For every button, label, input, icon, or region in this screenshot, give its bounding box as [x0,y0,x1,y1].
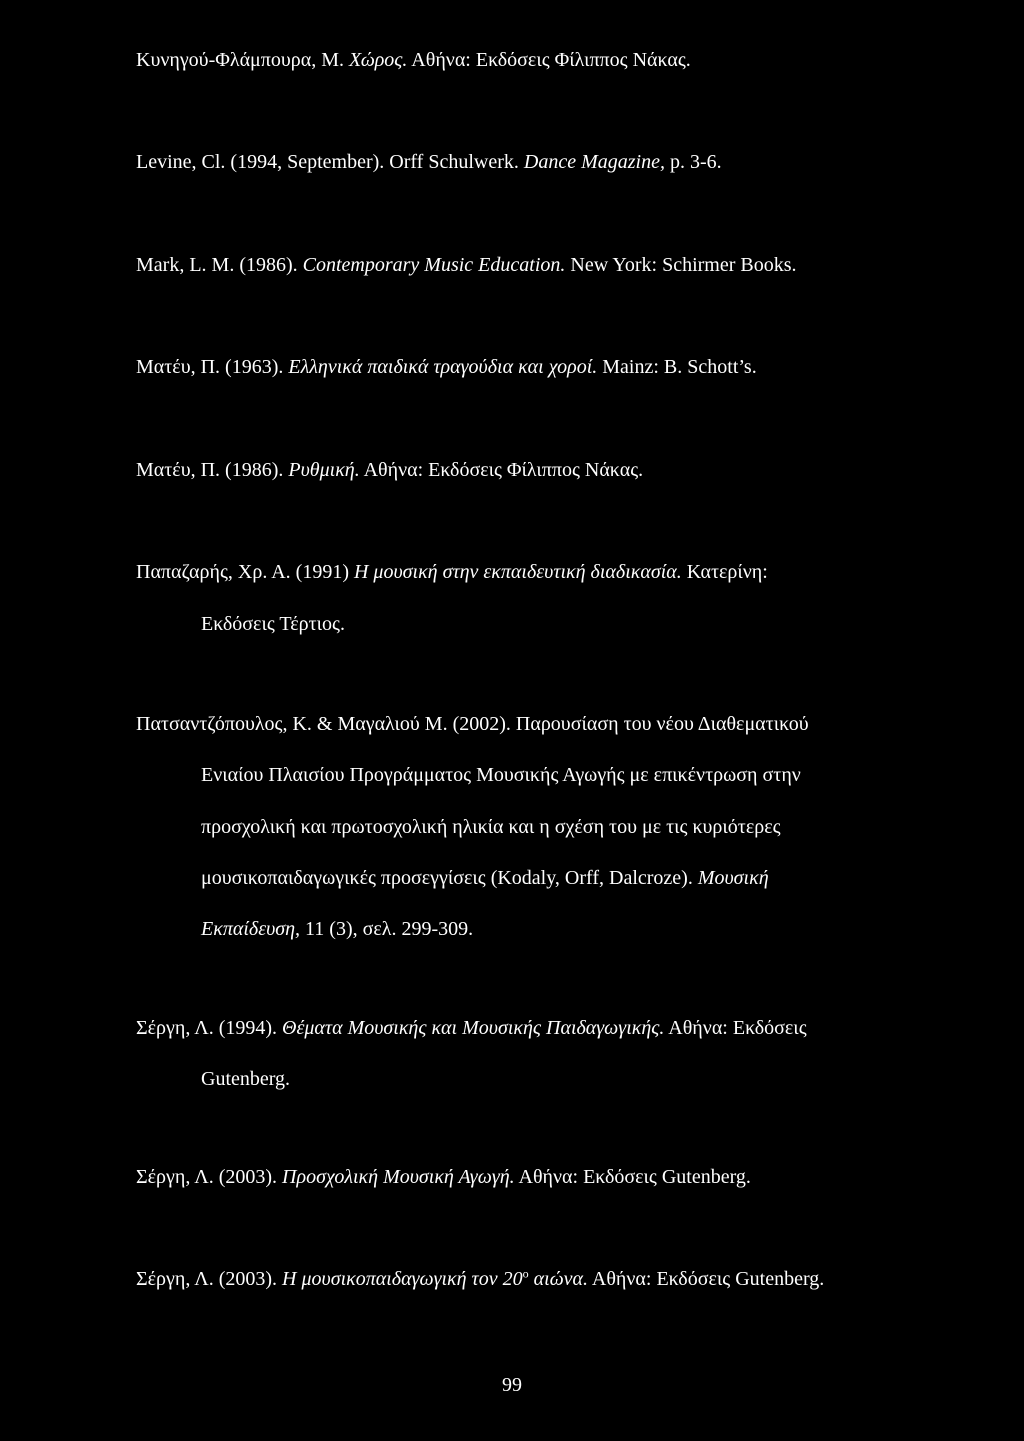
ref-text: Αθήνα: Εκδόσεις Φίλιππος Νάκας. [359,459,644,481]
ref-title: Η μουσικοπαιδαγωγική τον 20 [282,1268,523,1290]
ref-title: Μουσική [697,867,769,889]
ref-text: Σέργη, Λ. (1994). [136,1017,283,1039]
ref-text: Κατερίνη: [681,561,768,583]
reference-entry-continuation [201,763,801,787]
ref-title: Θέματα Μουσικής και Μουσικής Παιδαγωγικής. [282,1017,665,1039]
ref-title: Εκπαίδευση, [201,918,301,940]
ref-text: Αθήνα: Εκδόσεις Gutenberg. [587,1268,825,1290]
ref-title: Dance Magazine, [523,151,665,173]
ref-text: Σέργη, Λ. (2003). [136,1268,283,1290]
ref-title: Contemporary Music Education. [302,254,566,276]
reference-entry [136,458,643,482]
ref-text: Σέργη, Λ. (2003). [136,1166,283,1188]
ref-title: Η μουσική στην εκπαιδευτική διαδικασία. [353,561,682,583]
reference-entry [136,253,797,277]
ref-text: Gutenberg. [201,1068,291,1090]
ref-text: New York: Schirmer Books. [565,254,797,276]
ref-text: Αθήνα: Εκδόσεις Gutenberg. [514,1166,751,1188]
ref-superscript: ο [522,1266,529,1281]
reference-entry-continuation [201,917,473,941]
ref-text: Ενιαίου Πλαισίου Προγράμματος Μουσικής Αγωγής με επικέντρωση στην [201,764,801,786]
ref-text: p. 3-6. [664,151,722,173]
ref-title: Ρυθμική. [288,459,360,481]
page-number: 99 [502,1374,522,1396]
ref-text: μουσικοπαιδαγωγικές προσεγγίσεις (Kodaly, Orff, Dalcroze). [201,867,698,889]
ref-text: Εκδόσεις Τέρτιος. [201,613,345,635]
reference-entry-continuation [201,612,345,636]
ref-text: Mainz: B. Schott’s. [597,356,757,378]
reference-entry-continuation [201,815,781,839]
ref-text: Παπαζαρής, Χρ. Α. (1991) [136,561,354,583]
ref-text: Ματέυ, Π. (1963). [136,356,289,378]
ref-text: Αθήνα: Εκδόσεις [664,1017,807,1039]
reference-entry [136,355,757,379]
ref-text: Levine, Cl. (1994, September). Orff Schulwerk. [136,151,524,173]
ref-text: Κυνηγού-Φλάμπουρα, Μ. [136,49,350,71]
reference-entry [136,1267,824,1291]
reference-entry [136,712,809,736]
reference-entry [136,1016,807,1040]
ref-text: Ματέυ, Π. (1986). [136,459,289,481]
reference-entry [136,1165,751,1189]
ref-text: 11 (3), σελ. 299-309. [300,918,474,940]
reference-entry [136,48,691,72]
reference-entry [136,150,722,174]
reference-entry-continuation [201,866,769,890]
ref-text: Πατσαντζόπουλος, Κ. & Μαγαλιού Μ. (2002). Παρουσίαση του νέου Διαθεματικού [136,713,809,735]
ref-title: Προσχολική Μουσική Αγωγή. [282,1166,515,1188]
ref-text: προσχολική και πρωτοσχολική ηλικία και η σχέση του με τις κυριότερες [201,816,781,838]
ref-title: Χώρος. [349,49,408,71]
reference-entry-continuation [201,1067,290,1091]
ref-text: Αθήνα: Εκδόσεις Φίλιππος Νάκας. [407,49,691,71]
ref-title: αιώνα. [528,1268,588,1290]
reference-entry [136,560,768,584]
ref-text: Mark, L. M. (1986). [136,254,303,276]
ref-title: Ελληνικά παιδικά τραγούδια και χοροί. [288,356,598,378]
